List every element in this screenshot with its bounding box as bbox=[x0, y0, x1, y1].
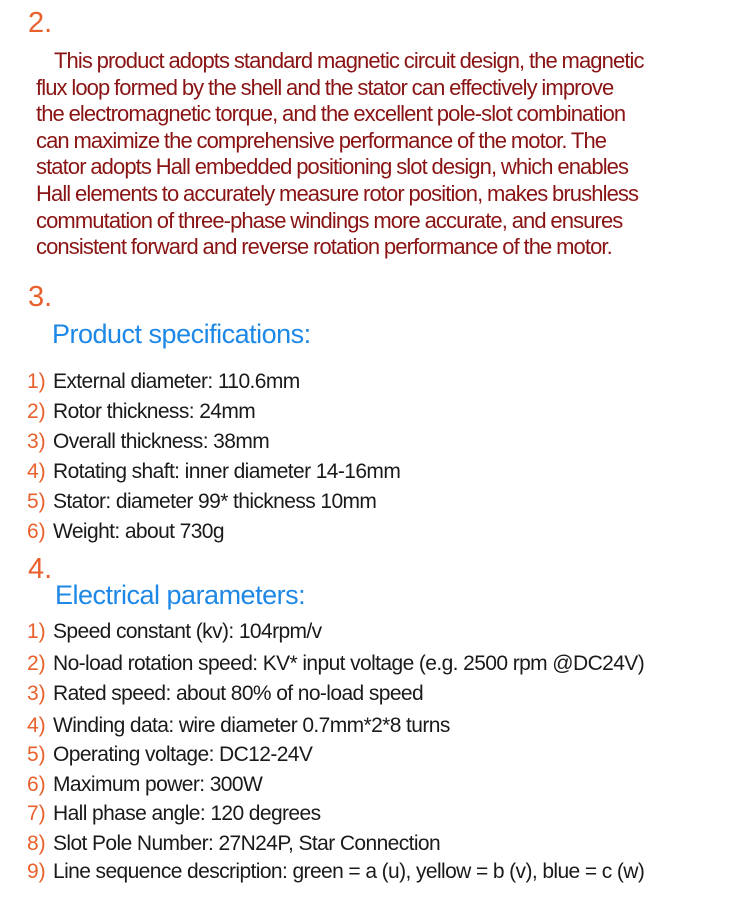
list-item bbox=[27, 371, 300, 392]
section-4-number: 4. bbox=[28, 553, 53, 585]
section-2-paragraph bbox=[36, 48, 748, 261]
item-number: 2) bbox=[27, 652, 46, 675]
item-number: 2) bbox=[27, 400, 46, 423]
list-item bbox=[27, 521, 224, 542]
item-text: Weight: about 730g bbox=[53, 520, 224, 543]
paragraph-line: consistent forward and reverse rotation performance of the motor. bbox=[36, 234, 612, 260]
paragraph-line: can maximize the comprehensive performance of the motor. The bbox=[36, 127, 607, 153]
item-number: 4) bbox=[27, 714, 46, 737]
paragraph-line: This product adopts standard magnetic circuit design, the magnetic bbox=[54, 48, 644, 73]
item-text: No-load rotation speed: KV* input voltage (e.g. 2500 rpm @DC24V) bbox=[53, 652, 645, 675]
list-item bbox=[27, 861, 644, 882]
list-item bbox=[27, 715, 450, 736]
paragraph-line: the electromagnetic torque, and the excellent pole-slot combination bbox=[36, 101, 626, 127]
list-item bbox=[27, 653, 644, 674]
paragraph-line: Hall elements to accurately measure rotor position, makes brushless bbox=[36, 180, 639, 206]
list-item bbox=[27, 621, 322, 642]
item-text: Overall thickness: 38mm bbox=[53, 430, 270, 453]
item-number: 9) bbox=[27, 860, 46, 883]
item-text: Rotor thickness: 24mm bbox=[53, 400, 256, 423]
list-item bbox=[27, 803, 320, 824]
list-item bbox=[27, 491, 376, 512]
item-number: 5) bbox=[27, 743, 46, 766]
item-text: Operating voltage: DC12-24V bbox=[53, 743, 313, 766]
item-number: 3) bbox=[27, 430, 46, 453]
list-item bbox=[27, 833, 440, 854]
section-3-heading: Product specifications: bbox=[52, 319, 311, 349]
item-number: 6) bbox=[27, 520, 46, 543]
list-item bbox=[27, 401, 255, 422]
list-item bbox=[27, 744, 312, 765]
item-text: Hall phase angle: 120 degrees bbox=[53, 802, 321, 825]
item-text: External diameter: 110.6mm bbox=[53, 370, 300, 393]
item-number: 8) bbox=[27, 832, 46, 855]
paragraph-line: stator adopts Hall embedded positioning slot design, which enables bbox=[36, 154, 629, 180]
list-item bbox=[27, 683, 423, 704]
list-item bbox=[27, 461, 400, 482]
item-text: Rated speed: about 80% of no-load speed bbox=[53, 682, 424, 705]
item-number: 1) bbox=[27, 620, 46, 643]
item-text: Winding data: wire diameter 0.7mm*2*8 turns bbox=[53, 714, 450, 737]
item-text: Stator: diameter 99* thickness 10mm bbox=[53, 490, 377, 513]
section-3-number: 3. bbox=[28, 281, 53, 313]
list-item bbox=[27, 431, 269, 452]
item-number: 6) bbox=[27, 773, 46, 796]
item-number: 4) bbox=[27, 460, 46, 483]
section-2-number: 2. bbox=[28, 7, 53, 39]
item-text: Maximum power: 300W bbox=[53, 773, 263, 796]
section-4-heading: Electrical parameters: bbox=[55, 580, 306, 610]
paragraph-line: commutation of three-phase windings more accurate, and ensures bbox=[36, 207, 623, 233]
item-number: 1) bbox=[27, 370, 46, 393]
item-text: Line sequence description: green = a (u), yellow = b (v), blue = c (w) bbox=[53, 860, 645, 883]
item-text: Rotating shaft: inner diameter 14-16mm bbox=[53, 460, 401, 483]
item-text: Speed constant (kv): 104rpm/v bbox=[53, 620, 322, 643]
item-number: 7) bbox=[27, 802, 46, 825]
paragraph-line: flux loop formed by the shell and the stator can effectively improve bbox=[36, 74, 614, 100]
item-number: 5) bbox=[27, 490, 46, 513]
item-text: Slot Pole Number: 27N24P, Star Connection bbox=[53, 832, 441, 855]
list-item bbox=[27, 774, 262, 795]
item-number: 3) bbox=[27, 682, 46, 705]
